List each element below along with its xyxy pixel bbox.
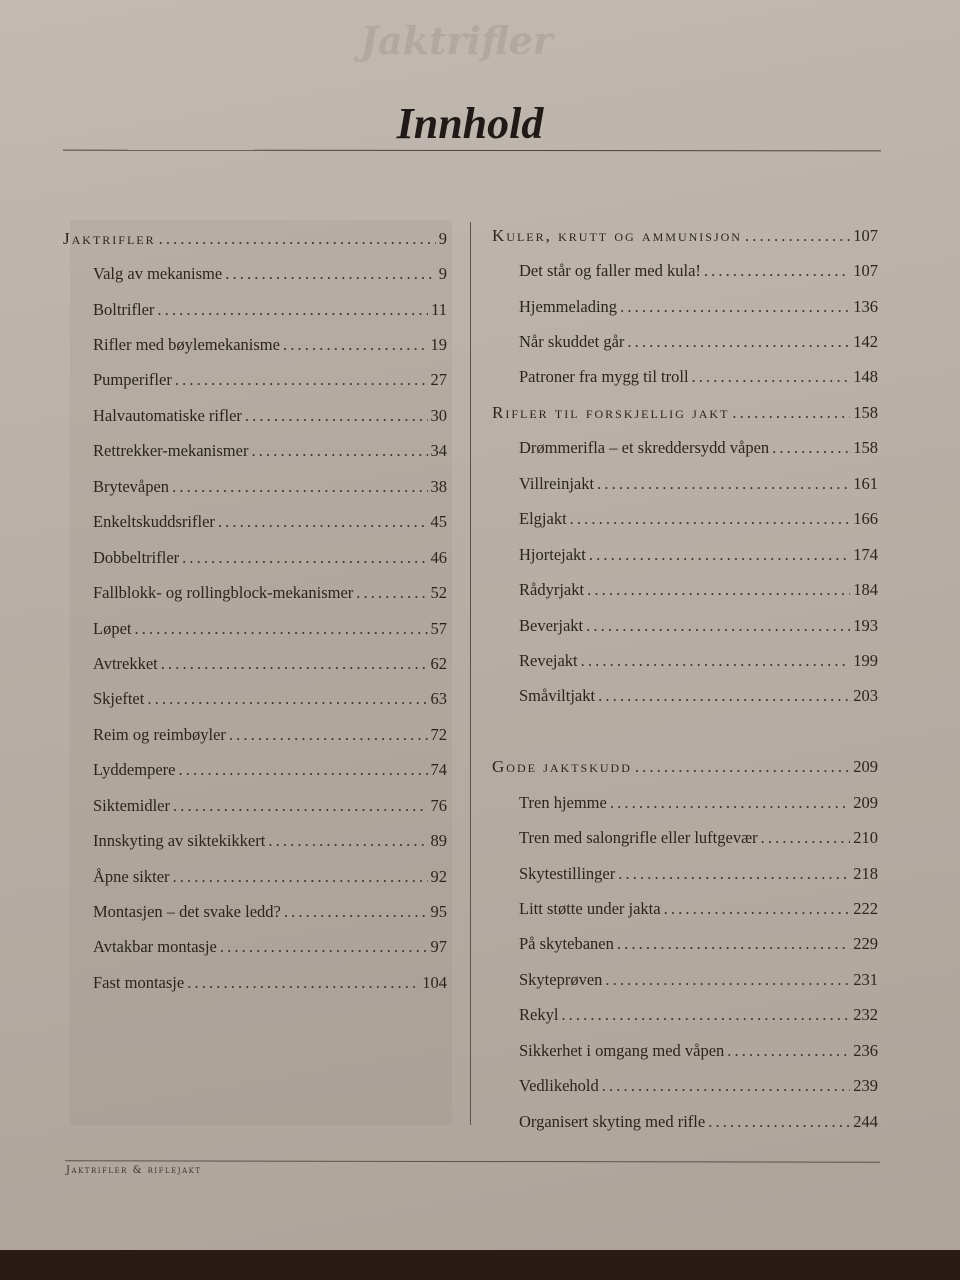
dot-leader [589, 545, 850, 565]
toc-page-number: 203 [853, 686, 878, 706]
toc-entry [63, 363, 447, 398]
title-rule [63, 150, 881, 152]
toc-entry [63, 646, 447, 681]
toc-entry-title: På skytebanen [519, 934, 614, 954]
toc-entry-title: Vedlikehold [519, 1076, 599, 1096]
toc-page-number: 72 [430, 724, 447, 744]
dot-leader [581, 651, 851, 671]
dot-leader [175, 370, 428, 390]
toc-entry-title: Enkeltskuddsrifler [93, 512, 215, 532]
toc-page-number: 57 [430, 618, 447, 638]
toc-page-number: 166 [853, 509, 878, 529]
dot-leader [251, 441, 427, 461]
dot-leader [704, 261, 850, 281]
toc-entry-title: Åpne sikter [93, 866, 170, 886]
toc-entry-title: Sikkerhet i omgang med våpen [519, 1040, 725, 1060]
dot-leader [708, 1112, 850, 1132]
dot-leader [587, 580, 850, 600]
dot-leader [598, 686, 850, 706]
toc-page-number: 236 [853, 1040, 878, 1060]
dot-leader [627, 332, 850, 352]
toc-section-heading [492, 218, 878, 253]
toc-entry-title: Jaktrifler [63, 228, 156, 248]
toc-section-heading [492, 395, 878, 430]
toc-page-number: 142 [853, 332, 878, 352]
toc-entry [492, 643, 878, 678]
toc-entry [63, 753, 447, 788]
dot-leader [283, 335, 428, 355]
toc-page-number: 104 [422, 972, 447, 992]
toc-entry [63, 434, 447, 469]
dot-leader [229, 725, 428, 745]
dot-leader [586, 616, 850, 636]
toc-page-number: 62 [430, 653, 447, 673]
toc-entry-title: Reim og reimbøyler [93, 724, 226, 744]
dot-leader [178, 760, 427, 780]
toc-entry [492, 324, 878, 359]
toc-entry [492, 1069, 878, 1104]
toc-entry [492, 962, 878, 997]
toc-page-number: 19 [430, 335, 447, 355]
dot-leader [173, 867, 428, 887]
toc-page-number: 199 [853, 650, 878, 670]
toc-entry-title: Elgjakt [519, 509, 567, 529]
toc-section-heading [492, 750, 878, 785]
dot-leader [187, 973, 419, 993]
toc-entry-title: Rifler til forskjellig jakt [492, 402, 730, 422]
toc-entry [492, 927, 878, 962]
toc-entry-title: Halvautomatiske rifler [93, 405, 242, 425]
toc-entry [63, 505, 447, 540]
dot-leader [173, 796, 428, 816]
dot-leader [268, 831, 427, 851]
dot-leader [284, 902, 428, 922]
dot-leader [635, 757, 850, 777]
toc-entry-title: Avtakbar montasje [93, 937, 217, 957]
dot-leader [597, 474, 850, 494]
show-through-text: Jaktrifler [360, 18, 553, 63]
toc-page-number: 92 [430, 866, 447, 886]
toc-entry [492, 785, 878, 820]
dot-leader [161, 654, 428, 674]
toc-entry-title: Villreinjakt [519, 473, 595, 493]
toc-entry [492, 466, 878, 501]
toc-entry-title: Dobbeltrifler [93, 547, 180, 567]
dot-leader [356, 583, 427, 603]
toc-entry-title: Rådyrjakt [519, 580, 585, 600]
toc-page-number: 222 [853, 899, 878, 919]
dot-leader [561, 1005, 850, 1025]
toc-page-number: 229 [853, 934, 878, 954]
table-surface [0, 1250, 960, 1280]
dot-leader [620, 297, 850, 317]
toc-page-number: 89 [430, 831, 447, 851]
toc-entry-title: Avtrekket [93, 653, 158, 673]
toc-entry-title: Fast montasje [93, 972, 185, 992]
toc-page-number: 107 [853, 261, 878, 281]
toc-entry [492, 431, 878, 466]
toc-entry [63, 292, 447, 327]
footer-rule [65, 1160, 880, 1162]
toc-entry [63, 575, 447, 610]
toc-entry-title: Beverjakt [519, 615, 584, 635]
toc-entry [63, 611, 447, 646]
toc-entry-title: Skjeftet [93, 689, 145, 709]
toc-entry-title: Lyddempere [93, 760, 176, 780]
toc-page-number: 184 [853, 580, 878, 600]
dot-leader [618, 864, 850, 884]
toc-entry [63, 930, 447, 965]
toc-entry-title: Tren med salongrifle eller luftgevær [519, 828, 758, 848]
toc-entry-title: Siktemidler [93, 795, 170, 815]
toc-entry-title: Innskyting av siktekikkert [93, 831, 266, 851]
toc-entry [63, 823, 447, 858]
toc-entry-title: Revejakt [519, 650, 578, 670]
dot-leader [172, 477, 427, 497]
toc-page-number: 232 [853, 1005, 878, 1025]
toc-page-number: 52 [430, 583, 447, 603]
toc-entry [63, 965, 447, 1000]
dot-leader [182, 548, 427, 568]
toc-entry-title: Når skuddet går [519, 332, 625, 352]
toc-entry [63, 469, 447, 504]
toc-page-number: 209 [853, 792, 878, 812]
dot-leader [218, 512, 428, 532]
toc-entry [492, 360, 878, 395]
toc-entry-title: Kuler, krutt og ammunisjon [492, 225, 742, 245]
toc-entry [492, 679, 878, 714]
toc-entry-title: Skytestillinger [519, 863, 616, 883]
toc-entry [492, 253, 878, 288]
toc-entry-title: Patroner fra mygg til troll [519, 367, 689, 387]
toc-entry [492, 1104, 878, 1139]
toc-page-number: 30 [430, 405, 447, 425]
toc-entry-title: Drømmerifla – et skreddersydd våpen [519, 438, 770, 458]
dot-leader [610, 793, 850, 813]
toc-page-number: 97 [430, 937, 447, 957]
toc-entry-title: Gode jaktskudd [492, 757, 632, 777]
toc-entry [492, 537, 878, 572]
dot-leader [157, 300, 428, 320]
toc-page-number: 76 [430, 795, 447, 815]
toc-entry-title: Montasjen – det svake ledd? [93, 902, 281, 922]
toc-page-number: 74 [430, 760, 447, 780]
toc-page-number: 34 [430, 441, 447, 461]
dot-leader [135, 619, 428, 639]
dot-leader [761, 828, 851, 848]
dot-leader [570, 509, 851, 529]
section-spacer [492, 714, 878, 749]
toc-entry-title: Det står og faller med kula! [519, 261, 701, 281]
toc-entry [63, 717, 447, 752]
dot-leader [245, 406, 428, 426]
toc-page-number: 95 [430, 902, 447, 922]
toc-entry-title: Organisert skyting med rifle [519, 1111, 706, 1131]
toc-page-number: 210 [853, 828, 878, 848]
toc-page-number: 158 [853, 402, 878, 422]
toc-page-number: 27 [430, 370, 447, 390]
toc-entry [63, 788, 447, 823]
toc-page-number: 107 [853, 225, 878, 245]
dot-leader [772, 438, 850, 458]
toc-entry-title: Skyteprøven [519, 969, 603, 989]
column-divider [470, 222, 471, 1125]
dot-leader [225, 264, 436, 284]
toc-entry-title: Litt støtte under jakta [519, 899, 661, 919]
toc-left-column [63, 221, 447, 1001]
toc-entry [63, 682, 447, 717]
toc-entry-title: Pumperifler [93, 370, 172, 390]
dot-leader [732, 403, 850, 423]
toc-entry [492, 608, 878, 643]
toc-entry [492, 572, 878, 607]
toc-page-number: 9 [438, 264, 447, 284]
toc-entry-title: Tren hjemme [519, 792, 607, 812]
toc-page-number: 45 [430, 512, 447, 532]
toc-entry [492, 820, 878, 855]
toc-entry [63, 540, 447, 575]
toc-entry-title: Småviltjakt [519, 686, 596, 706]
toc-entry [492, 891, 878, 926]
toc-page-number: 209 [853, 757, 878, 777]
toc-entry-title: Boltrifler [93, 299, 155, 319]
toc-entry-title: Fallblokk- og rollingblock-mekanismer [93, 583, 354, 603]
toc-page-number: 148 [853, 367, 878, 387]
toc-page-number: 11 [431, 299, 447, 319]
dot-leader [745, 226, 850, 246]
page-title: Innhold [396, 99, 544, 148]
toc-entry [492, 289, 878, 324]
dot-leader [220, 937, 428, 957]
dot-leader [605, 970, 850, 990]
dot-leader [617, 934, 850, 954]
toc-page-number: 231 [853, 969, 878, 989]
toc-page-number: 38 [430, 476, 447, 496]
toc-entry [63, 256, 447, 291]
toc-section-heading [63, 221, 447, 256]
toc-page-number: 239 [853, 1076, 878, 1096]
toc-entry-title: Rekyl [519, 1005, 559, 1025]
toc-right-column [492, 218, 878, 1139]
toc-entry [63, 894, 447, 929]
dot-leader [692, 367, 851, 387]
toc-entry [492, 1033, 878, 1068]
toc-entry [492, 856, 878, 891]
dot-leader [159, 229, 436, 249]
toc-entry-title: Rifler med bøylemekanisme [93, 335, 280, 355]
toc-page-number: 158 [853, 438, 878, 458]
toc-entry [63, 859, 447, 894]
toc-page-number: 218 [853, 863, 878, 883]
toc-page-number: 63 [430, 689, 447, 709]
toc-entry-title: Rettrekker-mekanismer [93, 441, 249, 461]
toc-entry-title: Løpet [93, 618, 132, 638]
toc-entry-title: Hjemmelading [519, 296, 618, 316]
toc-entry-title: Brytevåpen [93, 476, 170, 496]
running-footer: Jaktrifler & riflejakt [66, 1165, 202, 1176]
toc-entry [492, 998, 878, 1033]
toc-entry [492, 502, 878, 537]
dot-leader [727, 1041, 850, 1061]
dot-leader [147, 689, 427, 709]
toc-entry [63, 327, 447, 362]
toc-entry-title: Hjortejakt [519, 544, 586, 564]
toc-page-number: 136 [853, 296, 878, 316]
toc-page-number: 46 [430, 547, 447, 567]
toc-page-number: 161 [853, 473, 878, 493]
toc-entry [63, 398, 447, 433]
toc-page-number: 174 [853, 544, 878, 564]
toc-entry-title: Valg av mekanisme [93, 264, 223, 284]
toc-page-number: 9 [438, 228, 447, 248]
dot-leader [664, 899, 851, 919]
toc-page-number: 244 [853, 1111, 878, 1131]
dot-leader [602, 1076, 851, 1096]
toc-page-number: 193 [853, 615, 878, 635]
